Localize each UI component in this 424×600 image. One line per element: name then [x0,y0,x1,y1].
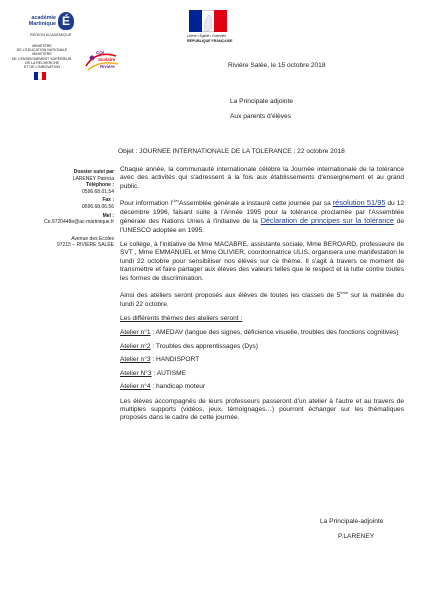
ministry-line: MINISTÈRE [32,52,52,57]
para2-part-d: de l'UNESCO adoptée en 1995. [120,218,404,234]
letter-object: Objet : JOURNEE INTERNATIONALE DE LA TOLERANCE : 22 octobre 2018 [118,148,345,155]
marianne-flag-icon [189,10,227,32]
mail-label: Mel : [102,212,114,219]
republic-name: RÉPUBLIQUE FRANÇAISE [187,39,233,43]
school-logo-text: Rivière [100,64,115,69]
workshop-text: : HANDISPORT [152,356,200,364]
workshop-text: : AMEDAV (langue des signes, déficience visuelle, troubles des fonctions cognitives) [152,329,399,337]
para4-part-b: sur la matinée du lundi 22 octobre. [120,292,404,308]
workshop-item [120,356,404,364]
address-line: Avenue des Ecoles [71,235,114,242]
workshop-item [120,343,404,351]
workshop-text: : AUTISME [153,369,187,377]
ministry-line: MINISTÈRE [32,44,52,48]
academie-e-letter: É [61,14,70,28]
republic-motto: Liberté • Égalité • Fraternité [187,34,226,38]
academie-logo [24,12,76,40]
small-flag-icon [34,72,46,80]
place-date: Rivière Salée, le 15 octobre 2018 [228,62,326,69]
resolution-link[interactable]: résolution 51/95 [332,198,386,208]
academie-caption: RÉGION ACADÉMIQUE [30,33,72,37]
workshop-item [120,383,404,391]
workshop-label: Atelier n°1 [120,329,151,337]
para2-part-c: du 12 décembre 1996, faisant suite à l'Année 1995 pour la tolérance proclamée par l'Assemblée générale des Nations Unies à l'initiative de la [120,200,404,226]
workshop-label: Atelier n°3 [120,356,151,364]
recipient-line: Aux parents d'élèves [230,113,292,120]
para2-sup: 1er [173,198,179,204]
fax-number: 0596.68.06.56 [82,203,114,210]
signature-role: La Principale-adjointe [320,518,384,525]
themes-heading: Les différents thèmes des ateliers seront : [120,315,243,323]
ministry-line: ET DE L'INNOVATION [23,65,61,70]
para2-part-a: Pour information l' [120,200,174,208]
paragraph-college: Le collège, à l'initiative de Mme MACABRE, assistante sociale, Mme BEROARD, professeure de SVT , Mme EMMANUEL et Mme OLIVIER, coordonnatrice ULIS, organisera une manifestation le lundi 22 octobre pour sensibiliser nos élèves sur ce thème. Il s'agit à travers ce moment de transmettre et faire partager aux élèves des valeurs telles que le respect et la lutte contre toutes les formes de discrimination. [120,241,404,282]
ministry-line: DE LA RECHERCHE [25,60,59,65]
para2-part-b: Assemblée générale a instauré cette journée par sa [178,200,333,208]
workshop-text: : handicap moteur [152,383,206,391]
para4-part-a: Ainsi des ateliers seront proposés aux élèves de toutes les classes de 5 [120,292,341,300]
paragraph-closing: Les élèves accompagnés de leurs professeurs passeront d'un atelier à l'autre et au travers de multiples supports (vidéos, jeux, témoignages…) pourront échanger sur les thématiques proposés dans le cadre de cette journée. [120,397,404,422]
paragraph-ateliers [120,289,404,309]
workshop-item [120,329,404,337]
workshop-text: : Troubles des apprentissages (Dys) [152,342,258,350]
contact-sidebar [20,169,114,249]
declaration-link[interactable]: Déclaration de principes sur la tolérance [260,216,394,226]
followed-label: Dossier suivi par [73,169,114,175]
sender-title: La Principale adjointe [230,98,294,105]
workshop-label: Atelier N°3 [120,369,152,377]
paragraph-intro: Chaque année, la communauté internationale célèbre la Journée internationale de la tolérance avec des activités qui s'adressent à la fois aux établissements d'enseignement et au grand public. [120,166,404,190]
ministry-line: DE L'ÉDUCATION NATIONALE [16,48,68,53]
followed-name: LARENEY Patricia [72,175,114,182]
academie-logo-line2: Martinique [28,21,56,27]
school-logo-text: Scolaire [98,57,116,62]
address-line: 97215 – RIVIERE SALÉE [57,242,114,249]
mail-address[interactable]: Ce.9720448e@ac-martinique.fr [44,219,114,226]
phone-number: 0596.68.01.54 [82,188,114,195]
signature-name: P.LARENEY [338,533,375,540]
workshop-label: Atelier n°4 [120,383,151,391]
workshop-label: Atelier n°2 [120,342,151,350]
paragraph-resolution [120,197,404,235]
republique-logo [185,10,235,44]
letter-body [120,166,404,423]
ministry-block [6,44,78,69]
academie-e-icon [58,12,74,30]
para4-sup: ème [340,290,349,296]
phone-label: Téléphone : [85,182,114,189]
ministry-line: DE L'ENSEIGNEMENT SUPÉRIEUR, [11,56,73,61]
workshop-item [120,370,404,378]
school-logo [82,46,122,76]
school-logo-text: Cité [96,50,105,55]
academie-logo-line1: académie [31,15,56,21]
fax-label: Fax : [102,197,114,204]
